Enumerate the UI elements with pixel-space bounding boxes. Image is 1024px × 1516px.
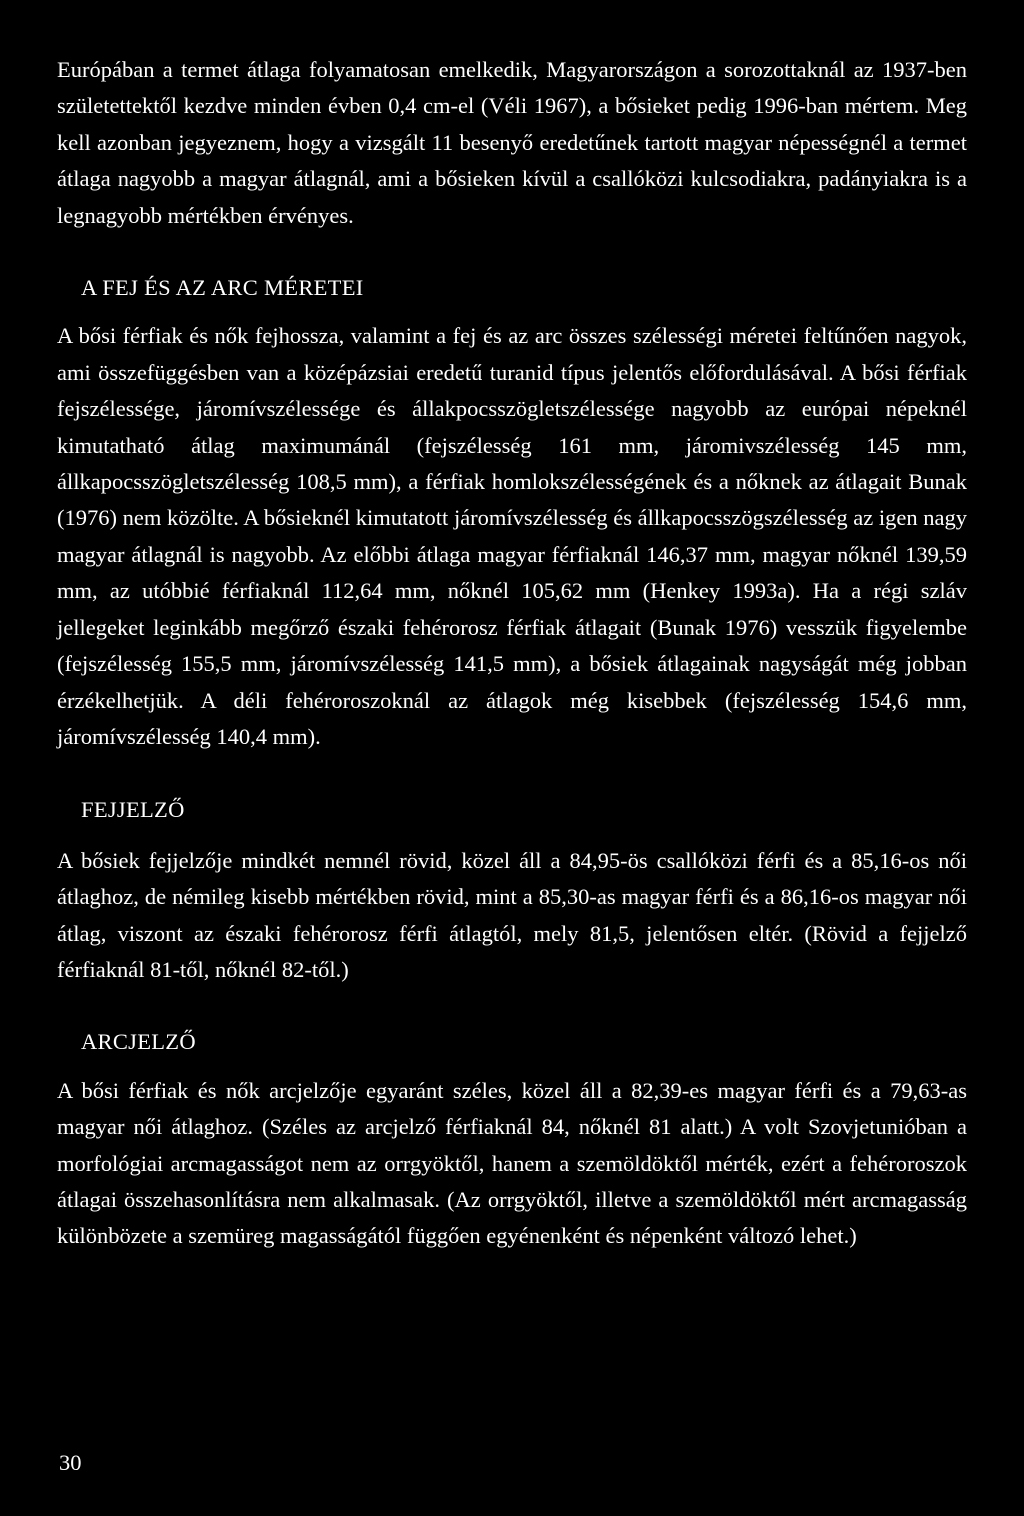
section-paragraph-facial-index: A bősi férfiak és nők arcjelzője egyaránt széles, közel áll a 82,39-es magyar férfi és a 79,63-as magyar női átlaghoz. (Széles az arcjelző férfiaknál 84, nőknél 81 alatt.) A volt Szovjetunióban a morfológiai arcmagasságot nem az orrgyöktől, hanem a szemöldöktől mérték, ezért a fehéroroszok átlagai összehasonlításra nem alkalmasak. (Az orrgyöktől, illetve a szemöldöktől mért arcmagasság különbözete a szemüreg magasságától függően egyénenként és népenként változó lehet.) — [57, 1077, 967, 1249]
section-heading-head-face-dimensions: A FEJ ÉS AZ ARC MÉRETEI — [81, 275, 364, 301]
section-paragraph-cephalic-index: A bősiek fejjelzője mindkét nemnél rövid, közel áll a 84,95-ös csallóközi férfi és a 85,16-os női átlaghoz, de némileg kisebb mértékben rövid, mint a 85,30-as magyar férfi és a 86,16-os magyar női átlag, viszont az északi fehérorosz férfi átlagtól, mely 81,5, jelentősen eltér. (Rövid a fejjelző férfiaknál 81-től, nőknél 82-től.) — [57, 847, 967, 982]
section-heading-facial-index: ARCJELZŐ — [81, 1029, 196, 1055]
section-heading-cephalic-index: FEJJELZŐ — [81, 797, 185, 823]
section-paragraph-head-face-dimensions: A bősi férfiak és nők fejhossza, valamint a fej és az arc összes szélességi méretei feltűnően nagyok, ami összefüggésben van a középázsiai eredetű turanid típus jelentős előfordulásával. A bősi férfiak fejszélessége, járomívszélessége és állakpocsszögletszélessége nagyobb az európai népeknél kimutatható átlag maximumánál (fejszélesség 161 mm, járomivszélesség 145 mm, állkapocsszögletszélesség 108,5 mm), a férfiak homlokszélességének és a nőknek az átlagait Bunak (1976) nem közölte. A bősieknél kimutatott járomívszélesség és állkapocsszögszélesség az igen nagy magyar átlagnál is nagyobb. Az előbbi átlaga magyar férfiaknál 146,37 mm, magyar nőknél 139,59 mm, az utóbbié férfiaknál 112,64 mm, nőknél 105,62 mm (Henkey 1993a). Ha a régi szláv jellegeket leginkább megőrző északi fehérorosz férfiak átlagait (Bunak 1976) vesszük figyelembe (fejszélesség 155,5 mm, járomívszélesség 141,5 mm), a bősiek átlagainak nagyságát még jobban érzékelhetjük. A déli fehéroroszoknál az átlagok még kisebbek (fejszélesség 154,6 mm, járomívszélesség 140,4 mm). — [57, 323, 967, 749]
page-number: 30 — [59, 1450, 82, 1475]
page-body — [57, 52, 967, 1255]
intro-paragraph: Európában a termet átlaga folyamatosan emelkedik, Magyarországon a sorozottaknál az 1937-ben születettektől kezdve minden évben 0,4 cm-el (Véli 1967), a bősieket pedig 1996-ban mértem. Meg kell azonban jegyeznem, hogy a vizsgált 11 besenyő eredetűnek tartott magyar népességnél a termet átlaga nagyobb a magyar átlagnál, ami a bősieken kívül a csallóközi kulcsodiakra, padányiakra is a legnagyobb mértékben érvényes. — [57, 57, 967, 228]
